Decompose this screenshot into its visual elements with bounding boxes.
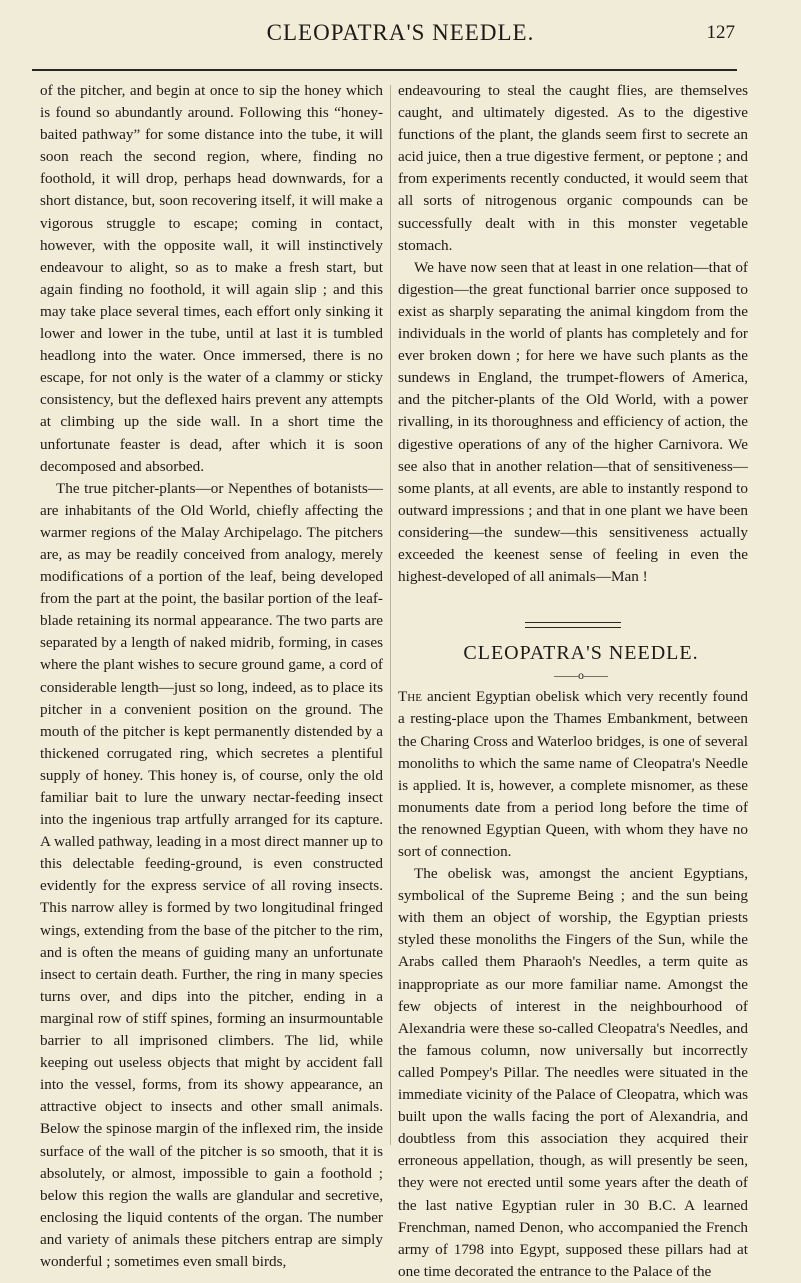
- section-ornament: ——o——: [554, 668, 608, 683]
- paragraph: [398, 686, 748, 863]
- paragraph: of the pitcher, and begin at once to sip the honey which is found so abundantly around. Following this “honey-baited pathway” for some distance into the tube, it will soon reach the second region, where, finding no foothold, it will drop, perhaps head downwards, for a short distance, but, soon recovering itself, it will make a vigorous struggle to escape; coming in contact, however, with the opposite wall, it will instinctively endeavour to alight, so as to make a fresh start, but again finding no foothold, it will again slip ; and this may take place several times, each effort only sinking it lower and lower in the tube, until at last it is tumbled headlong into the water. Once immersed, there is no escape, for not only is the water of a clammy or sticky consistency, but the deflexed hairs prevent any attempts at climbing up the side wall. In a short time the unfortunate feaster is dead, after which it is soon decomposed and absorbed.: [40, 82, 383, 475]
- paragraph-text: ancient Egyptian obelisk which very recently found a resting-place upon the Thames Embankment, between the Charing Cross and Waterloo bridges, is one of several monoliths to which the same name of Cleopatra's Needle is applied. It is, however, a complete misnomer, as these monuments date from a period long before the time of the renowned Egyptian Queen, with whom they have no sort of connection.: [398, 688, 748, 860]
- running-title: CLEOPATRA'S NEEDLE.: [266, 20, 535, 45]
- section-rule: [525, 627, 621, 628]
- right-column: [398, 80, 748, 1283]
- left-column: [40, 80, 383, 1273]
- page-number: 127: [706, 22, 735, 43]
- page-header: [0, 20, 801, 60]
- paragraph: endeavouring to steal the caught flies, are themselves caught, and ultimately digested. As to the digestive functions of the plant, the glands seem first to secrete an acid juice, then a true digestive ferment, or peptone ; and from experiments recently conducted, it would seem that all sorts of nitrogenous organic compounds can be successfully dealt with in this monster vegetable stomach.: [398, 82, 748, 254]
- section-title: CLEOPATRA'S NEEDLE.: [463, 642, 699, 665]
- paragraph: We have now seen that at least in one relation—that of digestion—the great functional barrier once supposed to exist as sharply separating the animal kingdom from the individuals in the world of plants has completely and for ever broken down ; for here we have such plants as the sundews in England, the trumpet-flowers of America, and the pitcher-plants of the Old World, with a power rivalling, in its thoroughness and efficiency of action, the digestive operations of any of the higher Carnivora. We see also that in another relation—that of sensitiveness—some plants, at all events, are able to instantly respond to outward impressions ; and that in one plant we have been considering—the sundew—this sensitiveness actually exceeded the keenest sense of feeling in even the highest-developed of all animals—Man !: [398, 258, 748, 586]
- lead-word: The: [398, 688, 422, 706]
- header-rule: [32, 69, 737, 71]
- section-rule: [525, 622, 621, 623]
- column-divider: [390, 85, 391, 1145]
- paragraph: The obelisk was, amongst the ancient Egyptians, symbolical of the Supreme Being ; and the sun being with them an object of worship, the Egyptian priests styled these monoliths the Fingers of the Sun, while the Arabs called them Pharaoh's Needles, a term quite as inappropriate as our more familiar name. Amongst the few objects of interest in the neighbourhood of Alexandria were these so-called Cleopatra's Needles, and the famous column, now universally but incorrectly called Pompey's Pillar. The needles were situated in the immediate vicinity of the Palace of Cleopatra, which was built upon the walls facing the port of Alexandria, and doubtless from this association they acquired their erroneous appellation, though, as will presently be seen, they were not erected until some years after the death of the last native Egyptian ruler in 30 B.C. A learned Frenchman, named Denon, who accompanied the French army of 1798 into Egypt, supposed these pillars had at one time decorated the entrance to the Palace of the: [398, 865, 748, 1280]
- paragraph: The true pitcher-plants—or Nepenthes of botanists—are inhabitants of the Old World, chiefly affecting the warmer regions of the Malay Archipelago. The pitchers are, as may be readily conceived from analogy, merely modifications of a portion of the leaf, being developed from the part at the point, the basilar portion of the leaf-blade retaining its normal appearance. The two parts are separated by a length of naked midrib, forming, in cases where the plant wishes to secure ground game, a cord of considerable length—just so long, indeed, as to place its pitcher in a convenient position on the ground. The mouth of the pitcher is kept permanently distended by a thickened corrugated ring, which secretes a plentiful supply of honey. This honey is, of course, only the old familiar bait to lure the unwary nectar-feeding insect into the ingenious trap artfully arranged for its capture. A walled pathway, leading in a most direct manner up to this delectable feeding-ground, is even constructed evidently for the express service of all roving insects. This narrow alley is formed by two longitudinal fringed wings, extending from the base of the pitcher to the rim, and is often the means of guiding many an unfortunate insect to certain death. Further, the ring in many species turns over, and dips into the pitcher, ending in a marginal row of stiff spines, forming an insurmountable barrier to all imprisoned climbers. The lid, while keeping out useless objects that might by accident fall into the vessel, forms, from its showy appearance, an attractive object to insects and other small animals. Below the spinose margin of the inflexed rim, the inside surface of the wall of the pitcher is so smooth, that it is absolutely, or almost, impossible to gain a foothold ; below this region the walls are glandular and secretive, enclosing the liquid contents of the organ. The number and variety of animals these pitchers entrap are simply wonderful ; sometimes even small birds,: [40, 479, 383, 1270]
